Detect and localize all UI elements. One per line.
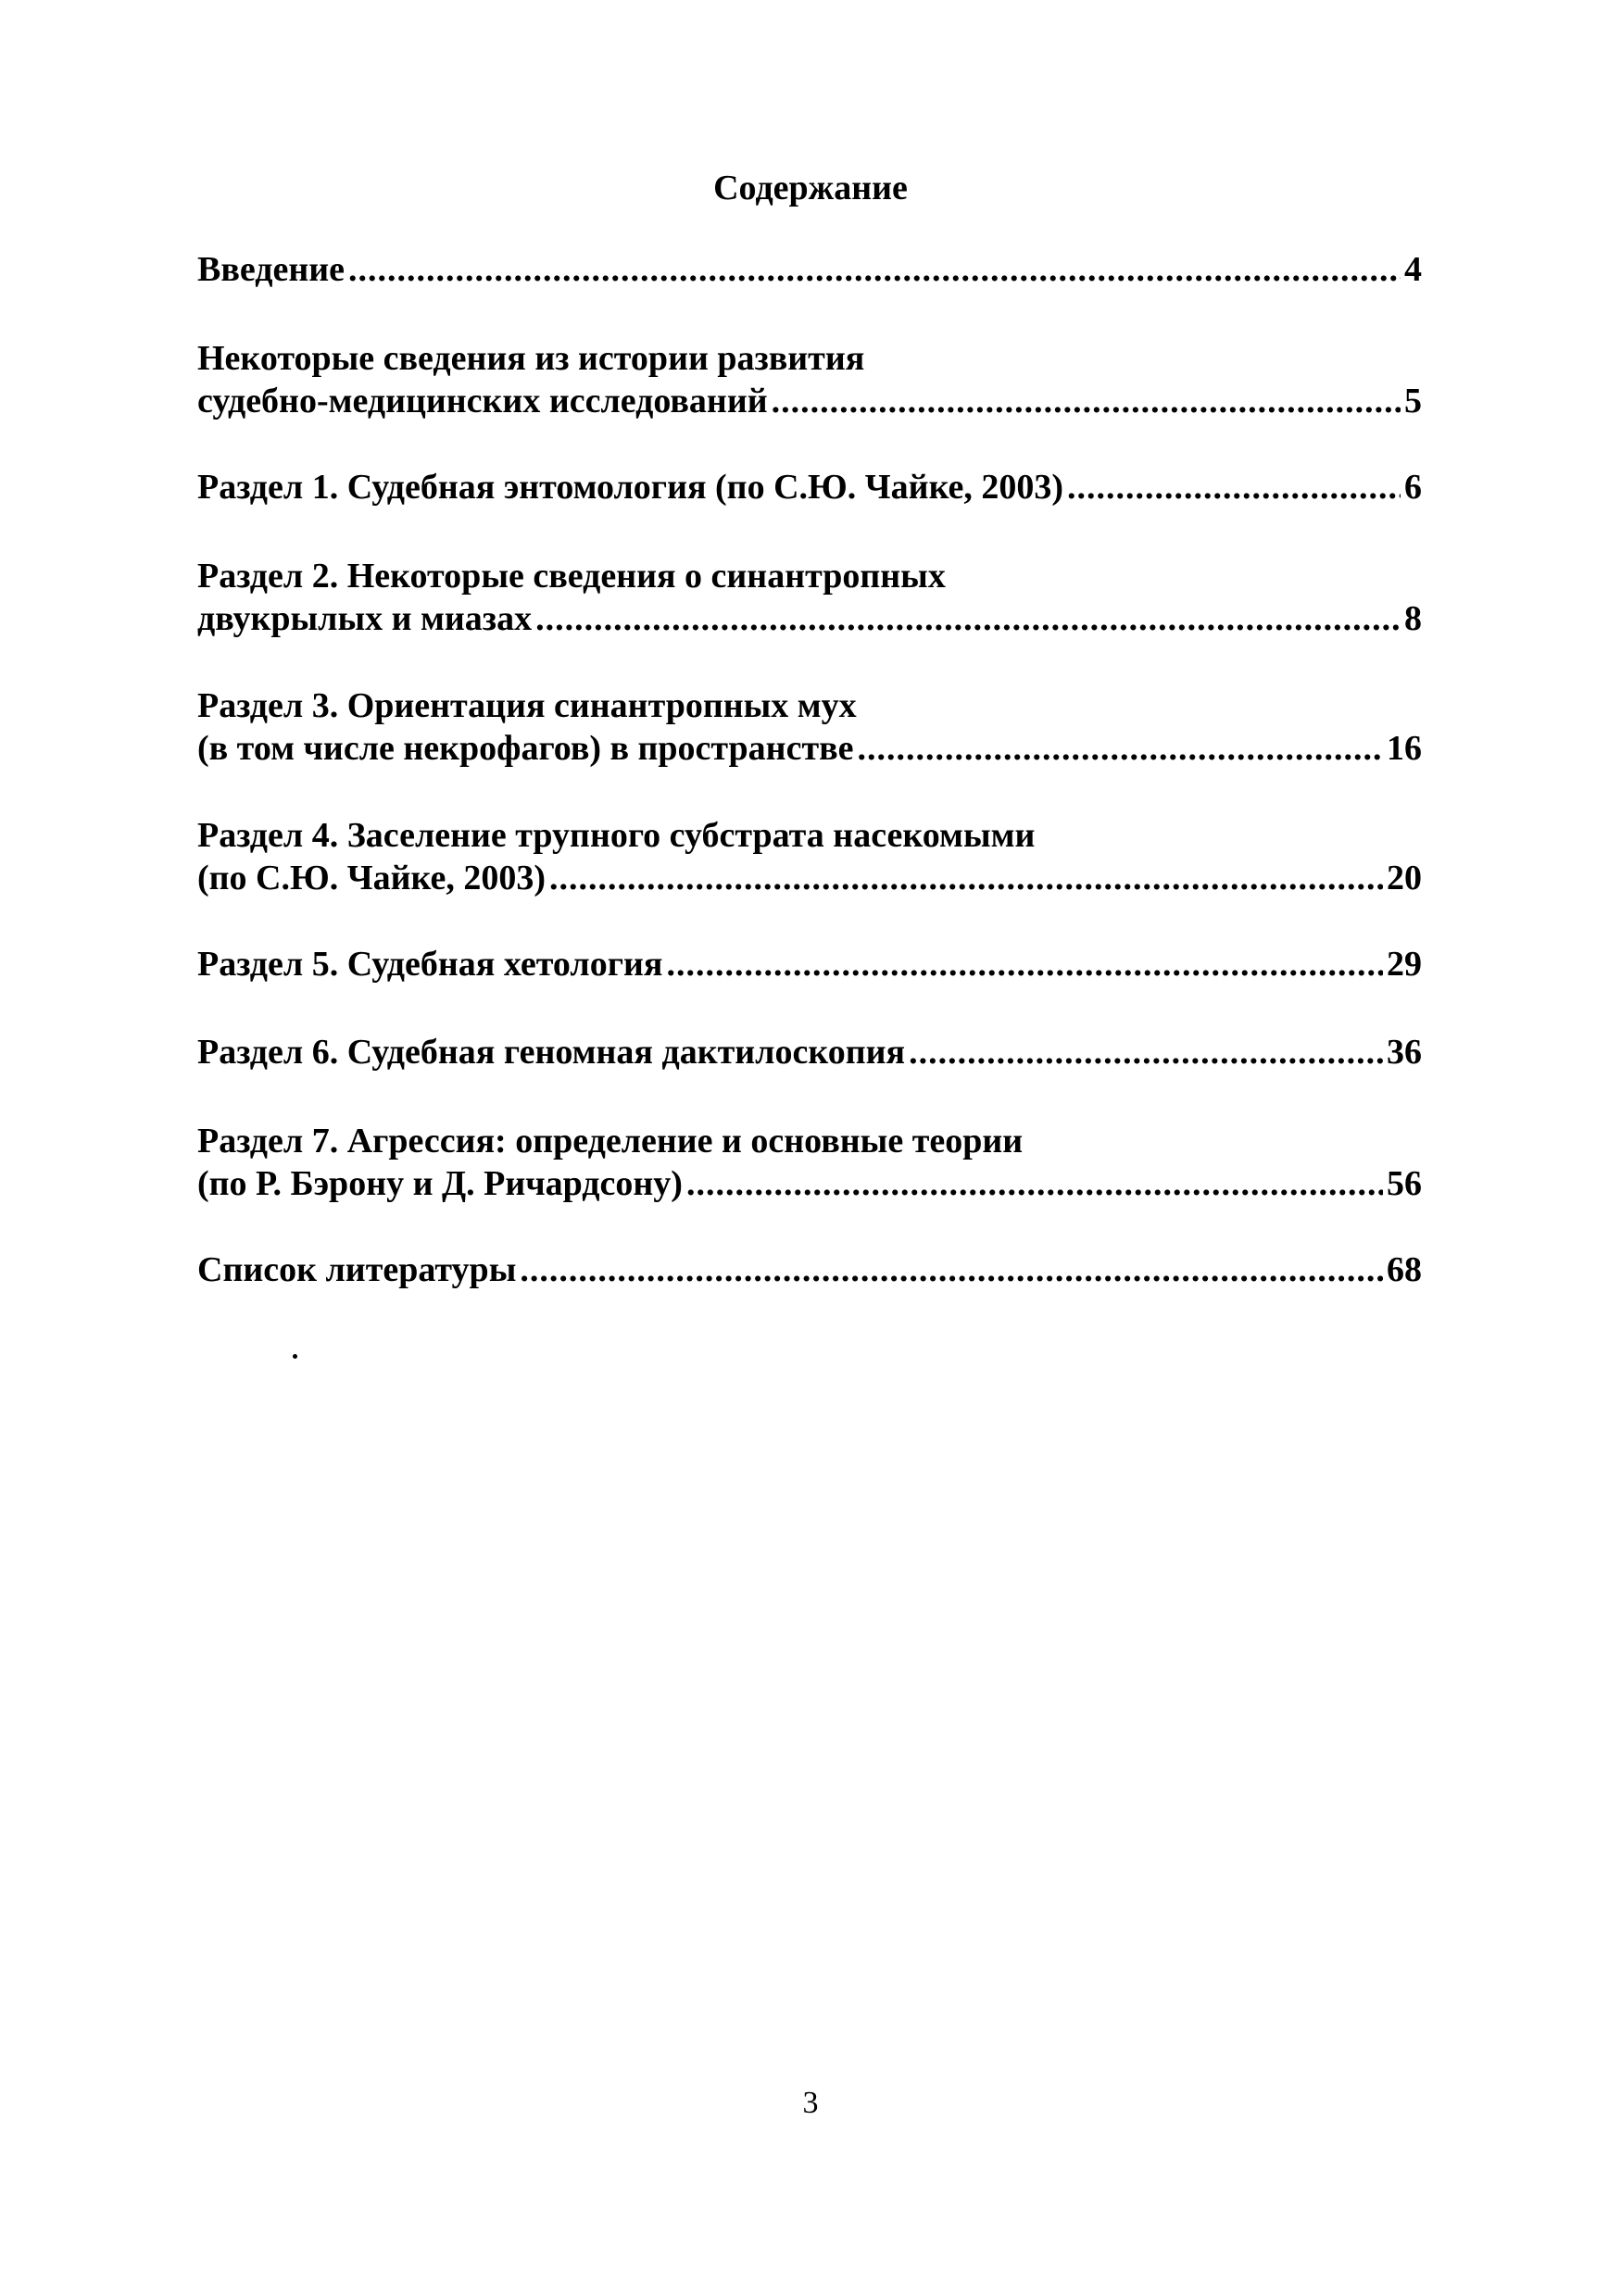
toc-entry-text: Раздел 1. Судебная энтомология (по С.Ю. Чайке, 2003) — [197, 468, 1064, 507]
toc-entry-page: 6 — [1404, 468, 1422, 507]
toc-entry-line — [197, 466, 1422, 508]
toc-entry-text: Раздел 5. Судебная хетология — [197, 945, 663, 984]
dot-leader — [772, 380, 1401, 422]
toc-entry-line — [197, 1162, 1422, 1205]
toc-entry-line — [197, 337, 1422, 380]
page-number: 3 — [802, 2086, 819, 2120]
toc-entry-page: 16 — [1387, 729, 1422, 768]
dot-leader — [686, 1162, 1383, 1205]
toc-entry-section-1[interactable] — [197, 466, 1422, 508]
toc-entry-page: 56 — [1387, 1164, 1422, 1203]
toc-entry-text: Список литературы — [197, 1250, 517, 1289]
toc-entry-line — [197, 857, 1422, 899]
toc-entry-text: судебно-медицинских исследований — [197, 382, 768, 420]
toc-entry-page: 5 — [1404, 382, 1422, 420]
toc-entry-line — [197, 555, 1422, 597]
toc-entry-text: Раздел 4. Заселение трупного субстрата насекомыми — [197, 816, 1036, 855]
dot-leader — [520, 1248, 1383, 1291]
toc-entry-section-3[interactable] — [197, 684, 1422, 770]
toc-entry-line — [197, 380, 1422, 422]
toc-entry-page: 68 — [1387, 1250, 1422, 1289]
toc-title: Содержание — [713, 169, 908, 207]
stray-dot-mark — [293, 1354, 297, 1359]
dot-leader — [666, 943, 1383, 985]
toc-entry-line — [197, 814, 1422, 857]
dot-leader — [1067, 466, 1401, 508]
toc-entry-page: 20 — [1387, 859, 1422, 897]
toc-entry-line — [197, 1120, 1422, 1162]
toc-entry-references[interactable] — [197, 1248, 1422, 1291]
toc-entry-line — [197, 684, 1422, 727]
toc-entry-section-7[interactable] — [197, 1120, 1422, 1205]
toc-entry-line — [197, 943, 1422, 985]
toc-entry-page: 4 — [1404, 250, 1422, 289]
toc-entry-section-6[interactable] — [197, 1031, 1422, 1073]
toc-entry-text: (по С.Ю. Чайке, 2003) — [197, 859, 547, 897]
toc-entry-page: 8 — [1404, 599, 1422, 638]
toc-entry-line — [197, 1031, 1422, 1073]
dot-leader — [858, 727, 1384, 770]
toc-entry-text: Введение — [197, 250, 345, 289]
dot-leader — [549, 857, 1383, 899]
toc-entry-line — [197, 727, 1422, 770]
toc-entry-line — [197, 248, 1422, 291]
toc-entry-history[interactable] — [197, 337, 1422, 422]
toc-entry-text: (по Р. Бэрону и Д. Ричардсону) — [197, 1164, 683, 1203]
toc-entry-text: Раздел 7. Агрессия: определение и основные теории — [197, 1122, 1024, 1161]
toc-entry-text: Некоторые сведения из истории развития — [197, 339, 865, 378]
toc-entry-line — [197, 597, 1422, 640]
dot-leader — [909, 1031, 1383, 1073]
toc-entry-text: Раздел 3. Ориентация синантропных мух — [197, 686, 857, 725]
toc-entry-text: (в том числе некрофагов) в пространстве — [197, 729, 854, 768]
toc-entry-introduction[interactable] — [197, 248, 1422, 291]
toc-entry-section-5[interactable] — [197, 943, 1422, 985]
toc-entry-page: 36 — [1387, 1033, 1422, 1072]
toc-entry-section-2[interactable] — [197, 555, 1422, 640]
toc-entry-line — [197, 1248, 1422, 1291]
toc-entry-text: Раздел 2. Некоторые сведения о синантропных — [197, 557, 946, 596]
toc-entry-page: 29 — [1387, 945, 1422, 984]
dot-leader — [348, 248, 1401, 291]
dot-leader — [535, 597, 1401, 640]
toc-entry-text: двукрылых и миазах — [197, 599, 533, 638]
toc-entry-text: Раздел 6. Судебная геномная дактилоскопия — [197, 1033, 906, 1072]
toc-entry-section-4[interactable] — [197, 814, 1422, 899]
